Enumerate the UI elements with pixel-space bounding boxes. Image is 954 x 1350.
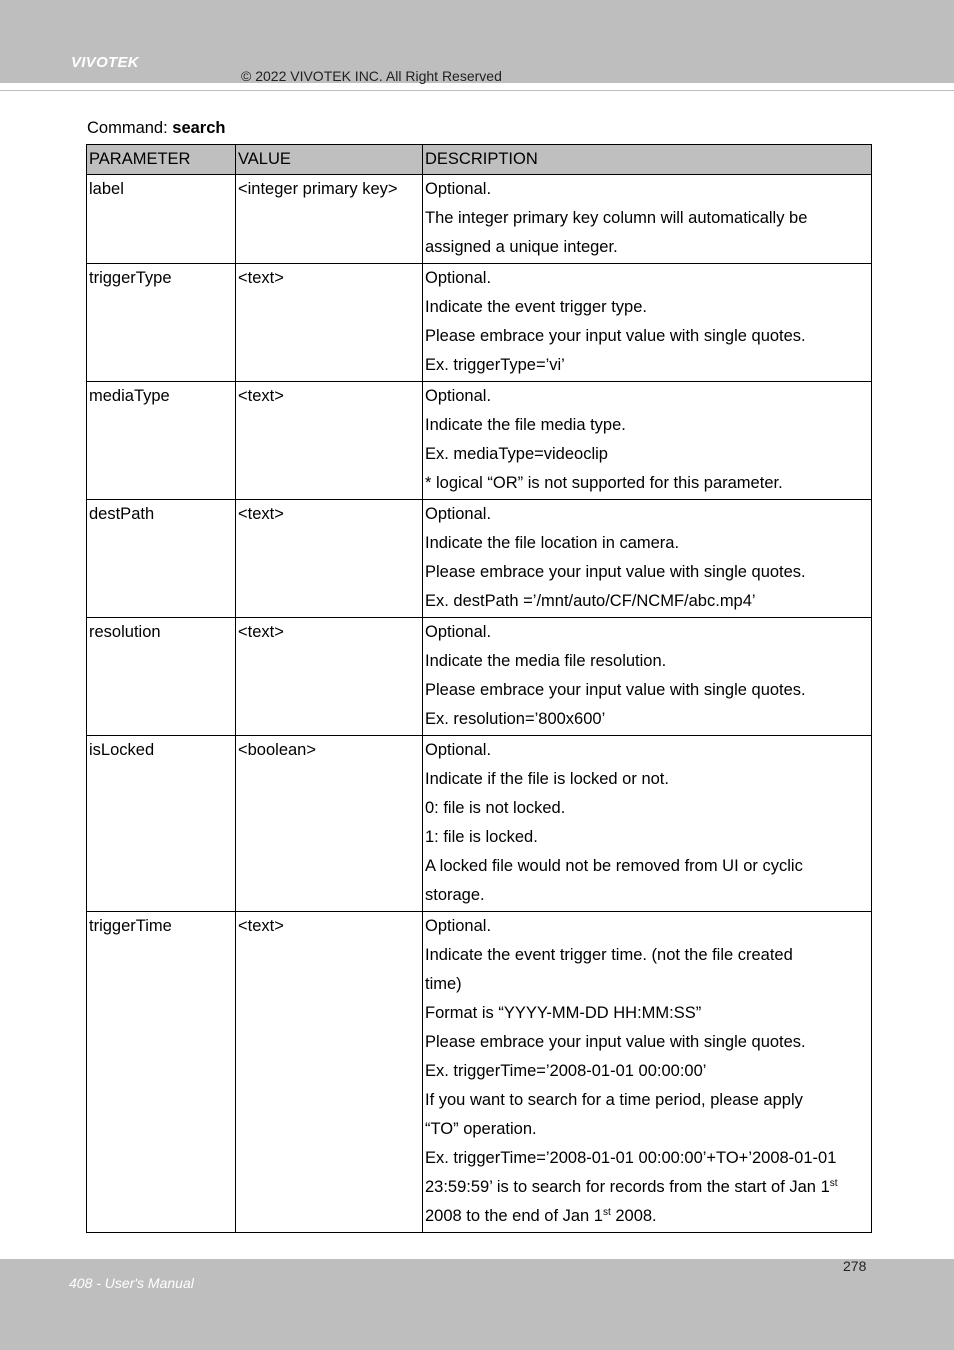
param-cell: destPath — [87, 500, 236, 618]
description-line: “TO” operation. — [425, 1120, 537, 1138]
description-line: The integer primary key column will automatically be — [425, 209, 808, 227]
description-text: 2008. — [610, 1207, 657, 1225]
ordinal-suffix: st — [829, 1178, 838, 1189]
description-line: 0: file is not locked. — [425, 799, 566, 817]
param-cell: isLocked — [87, 736, 236, 912]
description-line: * logical “OR” is not supported for this parameter. — [425, 474, 783, 492]
description-line: Optional. — [425, 917, 492, 935]
description-line: Ex. triggerTime=’2008-01-01 00:00:00’ — [425, 1062, 707, 1080]
description-cell — [423, 175, 872, 264]
table-row — [87, 618, 872, 736]
description-cell — [423, 618, 872, 736]
description-line: A locked file would not be removed from UI or cyclic — [425, 857, 803, 875]
description-line: storage. — [425, 886, 485, 904]
description-line: Indicate the file media type. — [425, 416, 626, 434]
header-value: VALUE — [236, 145, 423, 175]
ordinal-suffix: st — [602, 1207, 611, 1218]
description-cell — [423, 500, 872, 618]
description-cell — [423, 264, 872, 382]
description-text: 23:59:59’ is to search for records from the start of Jan 1 — [425, 1178, 830, 1196]
description-line: Optional. — [425, 180, 492, 198]
description-cell — [423, 912, 872, 1233]
description-line: If you want to search for a time period, please apply — [425, 1091, 803, 1109]
table-row — [87, 500, 872, 618]
description-line: Ex. triggerTime=’2008-01-01 00:00:00’+TO+’2008-01-01 — [425, 1149, 837, 1167]
value-cell: <text> — [236, 264, 423, 382]
description-line — [425, 1173, 869, 1202]
param-cell: resolution — [87, 618, 236, 736]
description-cell — [423, 736, 872, 912]
value-cell: <text> — [236, 382, 423, 500]
brand-logo: VIVOTEK — [71, 54, 139, 71]
param-cell: triggerType — [87, 264, 236, 382]
description-line: Indicate if the file is locked or not. — [425, 770, 669, 788]
description-line: Ex. triggerType=’vi’ — [425, 356, 565, 374]
description-line: time) — [425, 975, 462, 993]
description-cell — [423, 382, 872, 500]
manual-label: 408 - User's Manual — [69, 1275, 194, 1291]
description-line: Ex. destPath =’/mnt/auto/CF/NCMF/abc.mp4’ — [425, 592, 756, 610]
command-heading — [87, 119, 226, 138]
footer-band — [0, 1259, 954, 1350]
description-line: Format is “YYYY-MM-DD HH:MM:SS” — [425, 1004, 702, 1022]
page-number: 278 — [843, 1258, 867, 1274]
parameter-table — [86, 144, 872, 1233]
command-label: Command: — [87, 119, 173, 137]
description-line — [425, 1202, 869, 1231]
description-line: Optional. — [425, 623, 492, 641]
description-line: Optional. — [425, 269, 492, 287]
description-line: Please embrace your input value with single quotes. — [425, 563, 806, 581]
description-line: Please embrace your input value with single quotes. — [425, 681, 806, 699]
description-line: Optional. — [425, 505, 492, 523]
value-cell: <text> — [236, 912, 423, 1233]
description-text: 2008 to the end of Jan 1 — [425, 1207, 603, 1225]
copyright-text: © 2022 VIVOTEK INC. All Right Reserved — [241, 68, 502, 84]
description-line: Ex. resolution=’800x600’ — [425, 710, 606, 728]
param-cell: label — [87, 175, 236, 264]
description-line: Please embrace your input value with single quotes. — [425, 327, 806, 345]
description-line: Please embrace your input value with single quotes. — [425, 1033, 806, 1051]
table-row — [87, 912, 872, 1233]
value-cell: <text> — [236, 618, 423, 736]
param-cell: triggerTime — [87, 912, 236, 1233]
description-line: Indicate the file location in camera. — [425, 534, 680, 552]
description-line: Indicate the media file resolution. — [425, 652, 667, 670]
header-parameter: PARAMETER — [87, 145, 236, 175]
description-line: Indicate the event trigger time. (not the file created — [425, 946, 793, 964]
header-divider — [0, 90, 954, 91]
table-row — [87, 264, 872, 382]
table-header-row — [87, 145, 872, 175]
description-line: Ex. mediaType=videoclip — [425, 445, 608, 463]
description-line: assigned a unique integer. — [425, 238, 618, 256]
header-description: DESCRIPTION — [423, 145, 872, 175]
param-cell: mediaType — [87, 382, 236, 500]
command-name: search — [172, 119, 226, 137]
table-row — [87, 382, 872, 500]
description-line: Optional. — [425, 387, 492, 405]
value-cell: <integer primary key> — [236, 175, 423, 264]
description-line: 1: file is locked. — [425, 828, 538, 846]
value-cell: <text> — [236, 500, 423, 618]
table-row — [87, 736, 872, 912]
description-line: Indicate the event trigger type. — [425, 298, 647, 316]
table-row — [87, 175, 872, 264]
description-line: Optional. — [425, 741, 492, 759]
value-cell: <boolean> — [236, 736, 423, 912]
